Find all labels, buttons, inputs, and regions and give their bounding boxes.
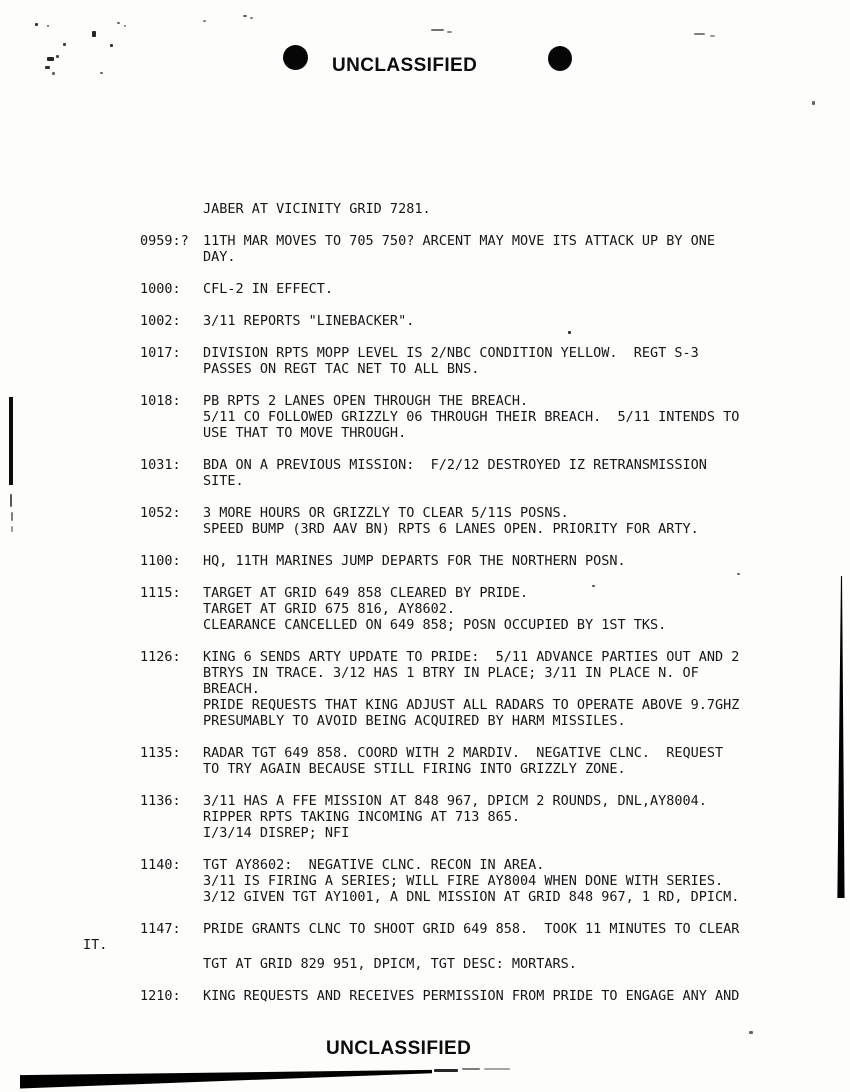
entry-line: 3/11 IS FIRING A SERIES; WILL FIRE AY8004 WHEN DONE WITH SERIES. [203, 873, 724, 889]
entry-line: 5/11 CO FOLLOWED GRIZZLY 06 THROUGH THEIR BREACH. 5/11 INTENDS TO [203, 409, 740, 425]
classification-footer: UNCLASSIFIED [326, 1038, 472, 1059]
scan-speck [592, 585, 595, 587]
log-entry [140, 793, 830, 841]
scan-speck [737, 573, 740, 575]
entry-line: TARGET AT GRID 649 858 CLEARED BY PRIDE. [203, 585, 529, 601]
log-entry [140, 505, 830, 537]
entry-line: TARGET AT GRID 675 816, AY8602. [203, 601, 455, 617]
entry-line: TO TRY AGAIN BECAUSE STILL FIRING INTO GRIZZLY ZONE. [203, 761, 626, 777]
entry-line: DAY. [203, 249, 236, 265]
log-entry [140, 649, 830, 729]
entry-timestamp: 1018: [140, 393, 181, 409]
entry-line: TGT AT GRID 829 951, DPICM, TGT DESC: MORTARS. [203, 956, 577, 972]
scan-speck [484, 1068, 510, 1070]
scan-speck [63, 43, 66, 46]
scan-speck [203, 20, 206, 22]
log-entry [140, 313, 830, 329]
entry-line: BTRYS IN TRACE. 3/12 HAS 1 BTRY IN PLACE; 3/11 IN PLACE N. OF [203, 665, 699, 681]
classification-header: UNCLASSIFIED [332, 55, 478, 76]
log-entry [140, 553, 830, 569]
entry-line: CLEARANCE CANCELLED ON 649 858; POSN OCCUPIED BY 1ST TKS. [203, 617, 667, 633]
scan-speck [431, 29, 444, 31]
scan-speck [749, 1031, 753, 1034]
entry-line: PB RPTS 2 LANES OPEN THROUGH THE BREACH. [203, 393, 529, 409]
entry-line: 3/12 GIVEN TGT AY1001, A DNL MISSION AT GRID 848 967, 1 RD, DPICM. [203, 889, 740, 905]
scan-speck [45, 66, 50, 69]
log-entry [140, 281, 830, 297]
entry-line: 11TH MAR MOVES TO 705 750? ARCENT MAY MOVE ITS ATTACK UP BY ONE [203, 233, 716, 249]
scan-artifact-bottom-wedge [20, 1066, 432, 1090]
scan-speck [52, 72, 55, 75]
entry-timestamp: 1100: [140, 553, 181, 569]
scan-speck [710, 35, 715, 37]
scan-speck [250, 17, 253, 19]
log-entry [140, 201, 830, 217]
entry-line: IT. [83, 937, 108, 953]
entry-line: PRESUMABLY TO AVOID BEING ACQUIRED BY HARM MISSILES. [203, 713, 626, 729]
entry-line: 3 MORE HOURS OR GRIZZLY TO CLEAR 5/11S POSNS. [203, 505, 569, 521]
entry-timestamp: 1052: [140, 505, 181, 521]
entry-timestamp: 1210: [140, 988, 181, 1004]
entry-line: RIPPER RPTS TAKING INCOMING AT 713 865. [203, 809, 520, 825]
scan-speck [56, 55, 59, 58]
entry-line: KING 6 SENDS ARTY UPDATE TO PRIDE: 5/11 ADVANCE PARTIES OUT AND 2 [203, 649, 740, 665]
entry-line: SITE. [203, 473, 244, 489]
entry-timestamp: 1002: [140, 313, 181, 329]
scan-speck [447, 31, 452, 33]
entry-line: 3/11 REPORTS "LINEBACKER". [203, 313, 415, 329]
log-entry [140, 233, 830, 265]
log-entry [140, 393, 830, 441]
entry-timestamp: 1140: [140, 857, 181, 873]
entry-timestamp: 1031: [140, 457, 181, 473]
log-entry [140, 857, 830, 905]
scan-speck [568, 331, 571, 334]
entry-line: USE THAT TO MOVE THROUGH. [203, 425, 407, 441]
entry-timestamp: 1115: [140, 585, 181, 601]
entry-line: I/3/14 DISREP; NFI [203, 825, 350, 841]
entry-line: BDA ON A PREVIOUS MISSION: F/2/12 DESTROYED IZ RETRANSMISSION [203, 457, 707, 473]
hole-punch-dot-right [548, 46, 572, 71]
scan-speck [434, 1069, 458, 1072]
entry-line: RADAR TGT 649 858. COORD WITH 2 MARDIV. NEGATIVE CLNC. REQUEST [203, 745, 724, 761]
log-entry [140, 988, 830, 1004]
scan-speck [117, 22, 120, 24]
scan-speck [47, 57, 54, 61]
entry-timestamp: 1147: [140, 921, 181, 937]
scan-speck [243, 15, 247, 17]
scan-speck [124, 25, 126, 27]
scan-speck [10, 494, 12, 507]
entry-timestamp: 1000: [140, 281, 181, 297]
log-entry [140, 457, 830, 489]
log-entry [140, 745, 830, 777]
scan-speck [92, 31, 96, 37]
log-entries [83, 201, 830, 1020]
entry-line: 3/11 HAS A FFE MISSION AT 848 967, DPICM 2 ROUNDS, DNL,AY8004. [203, 793, 707, 809]
scan-speck [694, 33, 705, 35]
scan-speck [812, 101, 815, 105]
entry-line: PASSES ON REGT TAC NET TO ALL BNS. [203, 361, 480, 377]
entry-line: PRIDE REQUESTS THAT KING ADJUST ALL RADARS TO OPERATE ABOVE 9.7GHZ [203, 697, 740, 713]
entry-line: PRIDE GRANTS CLNC TO SHOOT GRID 649 858. TOOK 11 MINUTES TO CLEAR [203, 921, 740, 937]
entry-timestamp: 0959:? [140, 233, 189, 249]
entry-line: CFL-2 IN EFFECT. [203, 281, 334, 297]
scan-artifact-left-margin-bar [9, 397, 13, 485]
scan-artifact-right-edge-bar [836, 576, 845, 898]
entry-line: KING REQUESTS AND RECEIVES PERMISSION FROM PRIDE TO ENGAGE ANY AND [203, 988, 740, 1004]
scan-speck [110, 44, 113, 47]
entry-line: BREACH. [203, 681, 260, 697]
log-entry [83, 921, 830, 972]
log-entry [140, 345, 830, 377]
entry-timestamp: 1017: [140, 345, 181, 361]
scan-speck [462, 1068, 480, 1070]
scan-speck [100, 72, 103, 74]
entry-line: TGT AY8602: NEGATIVE CLNC. RECON IN AREA. [203, 857, 545, 873]
scan-speck [47, 25, 49, 27]
entry-line: SPEED BUMP (3RD AAV BN) RPTS 6 LANES OPEN. PRIORITY FOR ARTY. [203, 521, 699, 537]
log-entry [140, 585, 830, 633]
scan-speck [35, 23, 38, 26]
entry-timestamp: 1136: [140, 793, 181, 809]
entry-timestamp: 1135: [140, 745, 181, 761]
scan-speck [11, 512, 13, 521]
entry-line: HQ, 11TH MARINES JUMP DEPARTS FOR THE NORTHERN POSN. [203, 553, 626, 569]
entry-timestamp: 1126: [140, 649, 181, 665]
entry-line: JABER AT VICINITY GRID 7281. [203, 201, 431, 217]
hole-punch-dot-left [283, 45, 308, 70]
entry-line: DIVISION RPTS MOPP LEVEL IS 2/NBC CONDITION YELLOW. REGT S-3 [203, 345, 699, 361]
scan-speck [11, 526, 13, 532]
